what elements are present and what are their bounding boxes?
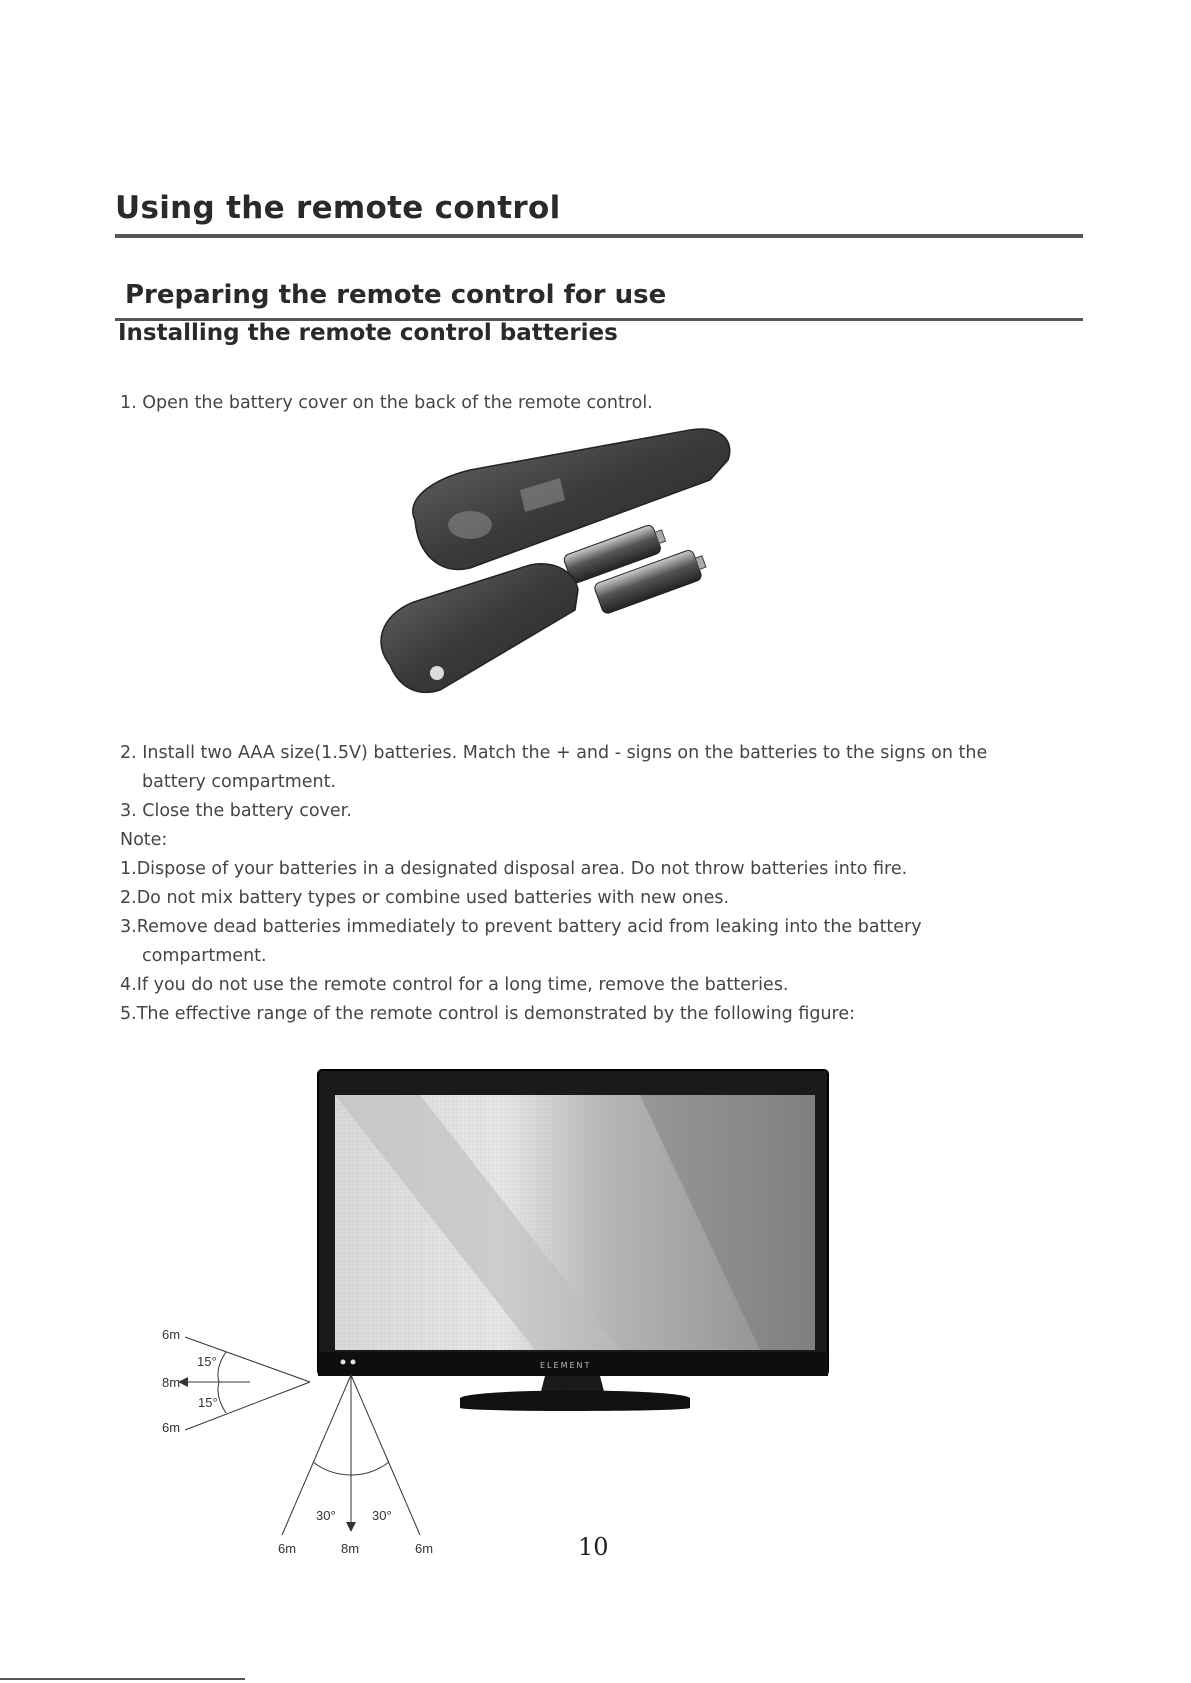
section-heading: Preparing the remote control for use (125, 280, 667, 310)
page-title: Using the remote control (115, 190, 561, 226)
note-2: 2.Do not mix battery types or combine used batteries with new ones. (120, 888, 730, 908)
note-3-continued: compartment. (142, 946, 267, 966)
battery-cover-image (381, 564, 578, 693)
arrow-down-icon (346, 1522, 356, 1532)
front-center-distance: 8m (341, 1541, 360, 1556)
side-top-distance: 6m (162, 1327, 181, 1342)
side-bottom-distance: 6m (162, 1420, 181, 1435)
front-range-diagram (282, 1375, 420, 1535)
note-3: 3.Remove dead batteries immediately to prevent battery acid from leaking into the battery (120, 917, 922, 937)
tv-brand-logo: ELEMENT (540, 1361, 592, 1370)
front-left-distance: 6m (278, 1541, 297, 1556)
side-angle-top: 15° (197, 1354, 217, 1369)
note-1: 1.Dispose of your batteries in a designated disposal area. Do not throw batteries into fire. (120, 859, 908, 879)
side-angle-bottom: 15° (198, 1395, 218, 1410)
tv-image (318, 1070, 828, 1411)
remote-control-image (413, 429, 730, 569)
step-3: 3. Close the battery cover. (120, 801, 352, 821)
bottom-edge-line (0, 1678, 245, 1680)
note-label: Note: (120, 830, 168, 850)
side-middle-distance: 8m (162, 1375, 181, 1390)
front-right-distance: 6m (415, 1541, 434, 1556)
step-2-continued: battery compartment. (142, 772, 337, 792)
side-range-diagram (180, 1337, 310, 1430)
step-2: 2. Install two AAA size(1.5V) batteries. Match the + and - signs on the batteries to the signs on the (120, 743, 988, 763)
subsection-heading: Installing the remote control batteries (118, 320, 618, 346)
front-angle-right: 30° (372, 1508, 392, 1523)
step-1: 1. Open the battery cover on the back of the remote control. (120, 393, 653, 413)
page-number: 10 (578, 1533, 609, 1561)
note-5: 5.The effective range of the remote control is demonstrated by the following figure: (120, 1004, 856, 1024)
front-angle-left: 30° (316, 1508, 336, 1523)
note-4: 4.If you do not use the remote control for a long time, remove the batteries. (120, 975, 789, 995)
